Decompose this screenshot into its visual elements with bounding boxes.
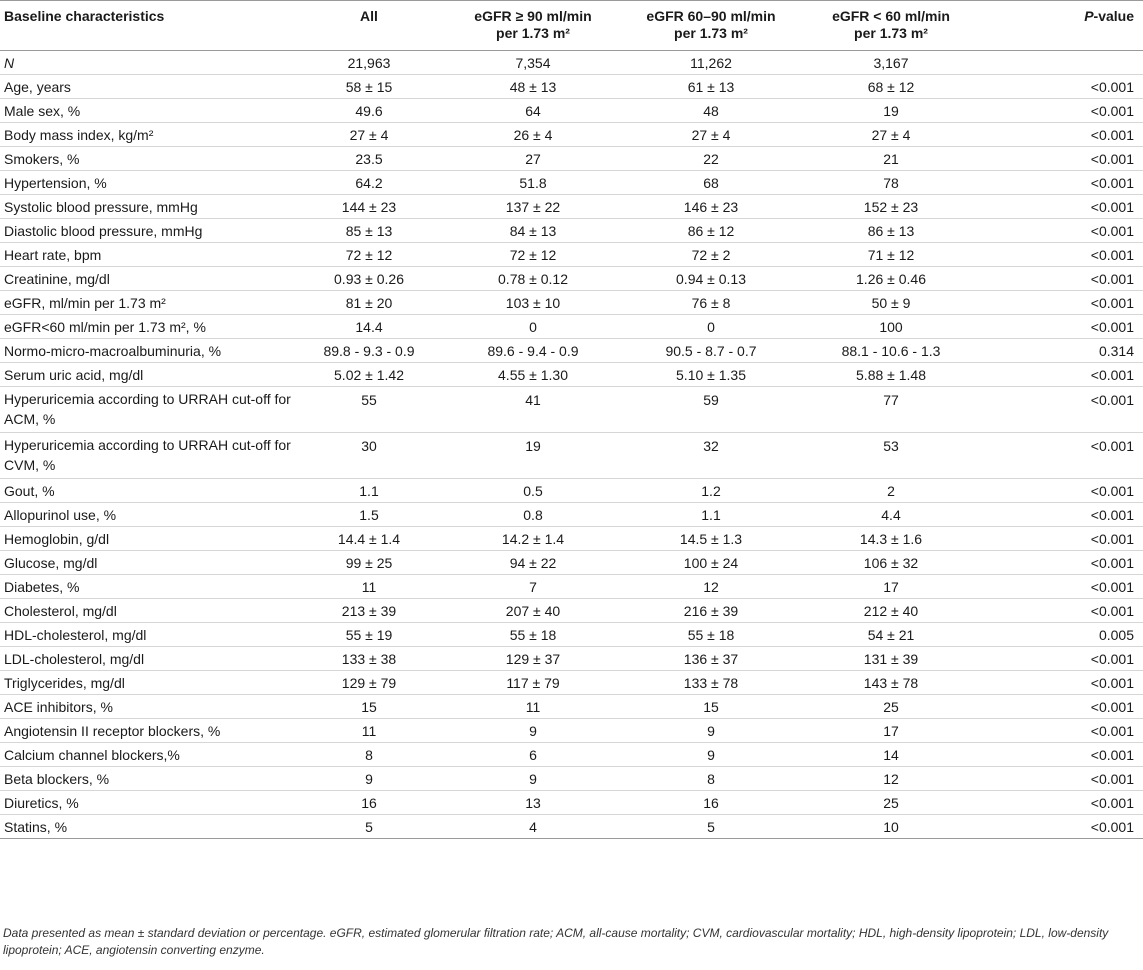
table-row xyxy=(0,243,1143,267)
cell-egfr-lt-60: 100 xyxy=(879,318,903,335)
cell-egfr-ge-90: 27 xyxy=(525,150,541,167)
cell-egfr-lt-60: 12 xyxy=(883,770,899,787)
cell-egfr-lt-60: 50 ± 9 xyxy=(871,294,911,311)
table-row xyxy=(0,339,1143,363)
cell-p-value: <0.001 xyxy=(1090,818,1134,835)
cell-p-value: <0.001 xyxy=(1090,78,1134,95)
cell-egfr-ge-90: 9 xyxy=(529,770,537,787)
header-egfr-ge-90-line2: per 1.73 m² xyxy=(496,25,570,41)
header-egfr-60-90 xyxy=(623,1,799,51)
cell-egfr-lt-60: 53 xyxy=(883,438,899,454)
cell-characteristic: ACE inhibitors, % xyxy=(4,698,113,715)
cell-egfr-ge-90: 117 ± 79 xyxy=(506,674,560,691)
cell-p-value: <0.001 xyxy=(1090,318,1134,335)
cell-egfr-60-90: 136 ± 37 xyxy=(683,650,739,667)
cell-all: 64.2 xyxy=(355,174,383,191)
cell-egfr-ge-90: 55 ± 18 xyxy=(509,626,557,643)
cell-all: 89.8 - 9.3 - 0.9 xyxy=(323,342,415,359)
cell-egfr-ge-90: 7,354 xyxy=(515,54,551,71)
cell-characteristic: Allopurinol use, % xyxy=(4,506,117,523)
table-row xyxy=(0,99,1143,123)
cell-characteristic: Gout, % xyxy=(4,482,55,499)
table-row xyxy=(0,719,1143,743)
cell-egfr-60-90: 12 xyxy=(703,578,719,595)
cell-all: 1.5 xyxy=(359,506,379,523)
cell-egfr-lt-60: 77 xyxy=(883,392,899,408)
header-egfr-lt-60-line1: eGFR < 60 ml/min xyxy=(832,8,950,24)
table-body xyxy=(0,51,1143,839)
cell-egfr-60-90: 55 ± 18 xyxy=(687,626,735,643)
table-row xyxy=(0,671,1143,695)
cell-all: 133 ± 38 xyxy=(341,650,397,667)
table-row xyxy=(0,171,1143,195)
header-egfr-lt-60 xyxy=(799,1,983,51)
cell-all: 49.6 xyxy=(355,102,383,119)
cell-egfr-ge-90: 103 ± 10 xyxy=(505,294,561,311)
cell-egfr-ge-90: 48 ± 13 xyxy=(509,78,557,95)
cell-characteristic: Calcium channel blockers,% xyxy=(4,746,180,763)
cell-egfr-60-90: 72 ± 2 xyxy=(691,246,731,263)
cell-egfr-lt-60: 88.1 - 10.6 - 1.3 xyxy=(841,342,941,359)
cell-characteristic: Serum uric acid, mg/dl xyxy=(4,366,144,383)
table-row xyxy=(0,647,1143,671)
cell-egfr-60-90: 15 xyxy=(703,698,719,715)
cell-egfr-lt-60: 25 xyxy=(883,794,899,811)
table-row xyxy=(0,623,1143,647)
cell-egfr-ge-90: 6 xyxy=(529,746,537,763)
cell-egfr-60-90: 0 xyxy=(707,318,715,335)
cell-p-value: <0.001 xyxy=(1090,602,1134,619)
cell-egfr-lt-60: 68 ± 12 xyxy=(867,78,915,95)
cell-egfr-ge-90: 0.5 xyxy=(523,482,543,499)
cell-egfr-ge-90: 9 xyxy=(529,722,537,739)
cell-egfr-lt-60: 2 xyxy=(887,482,895,499)
cell-egfr-ge-90: 72 ± 12 xyxy=(509,246,557,263)
cell-characteristic: Glucose, mg/dl xyxy=(4,554,98,571)
cell-characteristic: Smokers, % xyxy=(4,150,80,167)
cell-egfr-60-90: 27 ± 4 xyxy=(691,126,731,143)
table-row xyxy=(0,743,1143,767)
cell-egfr-lt-60: 14.3 ± 1.6 xyxy=(859,530,923,547)
cell-p-value: <0.001 xyxy=(1090,222,1134,239)
cell-all: 5.02 ± 1.42 xyxy=(334,366,404,383)
header-egfr-60-90-line1: eGFR 60–90 ml/min xyxy=(646,8,776,24)
cell-all: 27 ± 4 xyxy=(349,126,389,143)
cell-all: 30 xyxy=(361,438,377,454)
cell-p-value: <0.001 xyxy=(1090,506,1134,523)
cell-characteristic: Age, years xyxy=(4,78,71,95)
cell-egfr-lt-60: 17 xyxy=(883,578,899,595)
cell-egfr-ge-90: 4.55 ± 1.30 xyxy=(498,366,568,383)
header-p-rest: -value xyxy=(1093,8,1134,24)
cell-egfr-60-90: 11,262 xyxy=(690,54,732,71)
cell-egfr-lt-60: 3,167 xyxy=(873,54,909,71)
cell-egfr-60-90: 76 ± 8 xyxy=(691,294,731,311)
cell-p-value: <0.001 xyxy=(1090,126,1134,143)
cell-all: 99 ± 25 xyxy=(345,554,393,571)
table-row xyxy=(0,291,1143,315)
cell-p-value: <0.001 xyxy=(1090,174,1134,191)
cell-egfr-lt-60: 131 ± 39 xyxy=(863,650,919,667)
cell-p-value: <0.001 xyxy=(1090,674,1134,691)
cell-egfr-60-90: 32 xyxy=(703,438,719,454)
cell-egfr-lt-60: 25 xyxy=(883,698,899,715)
cell-egfr-60-90: 1.2 xyxy=(701,482,721,499)
cell-egfr-60-90: 90.5 - 8.7 - 0.7 xyxy=(665,342,757,359)
cell-egfr-60-90: 8 xyxy=(707,770,715,787)
cell-characteristic: Statins, % xyxy=(4,818,68,835)
cell-egfr-ge-90: 19 xyxy=(525,438,541,454)
cell-p-value: <0.001 xyxy=(1090,650,1134,667)
cell-all: 15 xyxy=(361,698,377,715)
cell-characteristic: Hemoglobin, g/dl xyxy=(4,530,110,547)
table-footnote: Data presented as mean ± standard deviation or percentage. eGFR, estimated glomerular filtration rate; ACM, all-cause mortality; CVM, cardiovascular mortality; HDL, high-density lipoprotein; LDL, low-density lipoprotein; ACE, angiotensin converting enzyme. xyxy=(3,926,1109,957)
cell-egfr-ge-90: 26 ± 4 xyxy=(513,126,553,143)
cell-p-value xyxy=(983,51,1143,75)
cell-egfr-60-90: 1.1 xyxy=(701,506,721,523)
table-header xyxy=(0,1,1143,51)
header-egfr-lt-60-line2: per 1.73 m² xyxy=(854,25,928,41)
cell-all: 144 ± 23 xyxy=(341,198,397,215)
cell-egfr-60-90: 216 ± 39 xyxy=(683,602,739,619)
cell-egfr-ge-90: 4 xyxy=(529,818,537,835)
cell-all: 213 ± 39 xyxy=(341,602,397,619)
cell-all: 14.4 xyxy=(355,318,383,335)
cell-characteristic: Body mass index, kg/m² xyxy=(4,126,154,143)
cell-characteristic: Hypertension, % xyxy=(4,174,107,191)
cell-characteristic: Triglycerides, mg/dl xyxy=(4,674,125,691)
cell-p-value: <0.001 xyxy=(1090,392,1134,408)
cell-characteristic: Hyperuricemia according to URRAH cut-off for CVM, % xyxy=(4,437,291,473)
cell-p-value: 0.005 xyxy=(1098,626,1134,643)
cell-egfr-lt-60: 19 xyxy=(883,102,899,119)
cell-p-value: <0.001 xyxy=(1090,698,1134,715)
cell-p-value: <0.001 xyxy=(1090,102,1134,119)
cell-all: 72 ± 12 xyxy=(345,246,393,263)
cell-all: 11 xyxy=(361,578,377,595)
cell-all: 0.93 ± 0.26 xyxy=(334,270,404,287)
cell-characteristic: Angiotensin II receptor blockers, % xyxy=(4,722,221,739)
cell-p-value: <0.001 xyxy=(1090,482,1134,499)
cell-characteristic: HDL-cholesterol, mg/dl xyxy=(4,626,147,643)
table-row xyxy=(0,363,1143,387)
cell-egfr-ge-90: 64 xyxy=(525,102,541,119)
table-row xyxy=(0,315,1143,339)
cell-egfr-lt-60: 14 xyxy=(883,746,899,763)
cell-egfr-lt-60: 212 ± 40 xyxy=(863,602,919,619)
cell-p-value: <0.001 xyxy=(1090,722,1134,739)
table-row xyxy=(0,599,1143,623)
cell-all: 5 xyxy=(365,818,373,835)
cell-p-value: <0.001 xyxy=(1090,270,1134,287)
table-row xyxy=(0,527,1143,551)
header-baseline-characteristics: Baseline characteristics xyxy=(4,8,165,24)
table-row xyxy=(0,123,1143,147)
cell-p-value: <0.001 xyxy=(1090,578,1134,595)
cell-egfr-60-90: 59 xyxy=(703,392,719,408)
cell-egfr-lt-60: 143 ± 78 xyxy=(863,674,919,691)
cell-all: 85 ± 13 xyxy=(345,222,393,239)
cell-egfr-lt-60: 4.4 xyxy=(881,506,901,523)
cell-characteristic: Heart rate, bpm xyxy=(4,246,102,263)
header-all: All xyxy=(360,8,378,24)
header-egfr-ge-90-line1: eGFR ≥ 90 ml/min xyxy=(474,8,592,24)
table-row xyxy=(0,815,1143,839)
table-row xyxy=(0,791,1143,815)
cell-characteristic: Diuretics, % xyxy=(4,794,79,811)
cell-egfr-lt-60: 86 ± 13 xyxy=(867,222,915,239)
header-egfr-ge-90 xyxy=(443,1,623,51)
table-row xyxy=(0,75,1143,99)
cell-p-value: <0.001 xyxy=(1090,150,1134,167)
cell-egfr-60-90: 146 ± 23 xyxy=(683,198,739,215)
cell-egfr-60-90: 61 ± 13 xyxy=(687,78,735,95)
cell-egfr-60-90: 14.5 ± 1.3 xyxy=(679,530,743,547)
cell-egfr-lt-60: 10 xyxy=(883,818,899,835)
cell-all: 1.1 xyxy=(359,482,379,499)
cell-egfr-lt-60: 5.88 ± 1.48 xyxy=(856,366,926,383)
cell-p-value: <0.001 xyxy=(1090,530,1134,547)
cell-egfr-ge-90: 51.8 xyxy=(519,174,547,191)
header-row xyxy=(0,1,1143,51)
cell-egfr-lt-60: 152 ± 23 xyxy=(863,198,919,215)
cell-p-value: <0.001 xyxy=(1090,554,1134,571)
cell-egfr-lt-60: 54 ± 21 xyxy=(867,626,915,643)
table-row xyxy=(0,219,1143,243)
cell-all: 81 ± 20 xyxy=(345,294,393,311)
cell-egfr-ge-90: 89.6 - 9.4 - 0.9 xyxy=(487,342,579,359)
cell-egfr-ge-90: 14.2 ± 1.4 xyxy=(501,530,565,547)
table-row xyxy=(0,695,1143,719)
cell-all: 58 ± 15 xyxy=(345,78,393,95)
cell-p-value: <0.001 xyxy=(1090,198,1134,215)
cell-egfr-ge-90: 0 xyxy=(529,318,537,335)
cell-egfr-60-90: 5 xyxy=(707,818,715,835)
cell-characteristic: Normo-micro-macroalbuminuria, % xyxy=(4,342,222,359)
cell-egfr-lt-60: 21 xyxy=(883,150,899,167)
cell-egfr-ge-90: 94 ± 22 xyxy=(509,554,557,571)
table-row xyxy=(0,479,1143,503)
cell-egfr-ge-90: 0.8 xyxy=(523,506,543,523)
table-row xyxy=(0,195,1143,219)
cell-egfr-lt-60: 27 ± 4 xyxy=(871,126,911,143)
cell-characteristic: LDL-cholesterol, mg/dl xyxy=(4,650,145,667)
header-p-value xyxy=(983,1,1143,51)
cell-characteristic: Creatinine, mg/dl xyxy=(4,270,110,287)
cell-p-value: <0.001 xyxy=(1090,770,1134,787)
cell-egfr-60-90: 5.10 ± 1.35 xyxy=(676,366,746,383)
table-row xyxy=(0,267,1143,291)
cell-egfr-ge-90: 129 ± 37 xyxy=(505,650,561,667)
cell-p-value: <0.001 xyxy=(1090,294,1134,311)
cell-all: 129 ± 79 xyxy=(341,674,397,691)
cell-all: 21,963 xyxy=(347,54,391,71)
cell-characteristic: Systolic blood pressure, mmHg xyxy=(4,198,198,215)
cell-egfr-60-90: 100 ± 24 xyxy=(683,554,739,571)
cell-egfr-60-90: 9 xyxy=(707,722,715,739)
table-row xyxy=(0,147,1143,171)
table-row xyxy=(0,503,1143,527)
cell-characteristic: eGFR<60 ml/min per 1.73 m², % xyxy=(4,318,206,335)
table-row xyxy=(0,575,1143,599)
cell-egfr-60-90: 133 ± 78 xyxy=(683,674,739,691)
cell-egfr-ge-90: 11 xyxy=(525,698,541,715)
table-row xyxy=(0,51,1143,75)
cell-egfr-60-90: 16 xyxy=(703,794,719,811)
cell-p-value: 0.314 xyxy=(1098,342,1134,359)
table-row xyxy=(0,433,1143,479)
table-row xyxy=(0,387,1143,433)
header-egfr-60-90-line2: per 1.73 m² xyxy=(674,25,748,41)
cell-egfr-60-90: 48 xyxy=(703,102,719,119)
cell-characteristic: Cholesterol, mg/dl xyxy=(4,602,117,619)
header-p-italic: P xyxy=(1084,8,1094,24)
cell-egfr-lt-60: 71 ± 12 xyxy=(867,246,915,263)
cell-egfr-60-90: 9 xyxy=(707,746,715,763)
cell-all: 55 ± 19 xyxy=(345,626,393,643)
cell-characteristic: Beta blockers, % xyxy=(4,770,110,787)
cell-p-value: <0.001 xyxy=(1090,246,1134,263)
cell-characteristic: Hyperuricemia according to URRAH cut-off for ACM, % xyxy=(4,391,291,427)
cell-characteristic: Male sex, % xyxy=(4,102,81,119)
cell-characteristic: Diastolic blood pressure, mmHg xyxy=(4,222,203,239)
cell-p-value: <0.001 xyxy=(1090,438,1134,454)
cell-egfr-ge-90: 7 xyxy=(529,578,537,595)
cell-p-value: <0.001 xyxy=(1090,366,1134,383)
cell-p-value: <0.001 xyxy=(1090,746,1134,763)
cell-all: 8 xyxy=(365,746,373,763)
cell-egfr-lt-60: 1.26 ± 0.46 xyxy=(856,270,926,287)
cell-egfr-ge-90: 41 xyxy=(525,392,541,408)
cell-egfr-60-90: 0.94 ± 0.13 xyxy=(676,270,746,287)
cell-all: 55 xyxy=(361,392,377,408)
cell-characteristic: N xyxy=(4,54,15,71)
table-row xyxy=(0,551,1143,575)
cell-egfr-60-90: 86 ± 12 xyxy=(687,222,735,239)
cell-egfr-60-90: 68 xyxy=(703,174,719,191)
cell-egfr-lt-60: 106 ± 32 xyxy=(863,554,919,571)
cell-p-value: <0.001 xyxy=(1090,794,1134,811)
cell-all: 14.4 ± 1.4 xyxy=(337,530,401,547)
table-row xyxy=(0,767,1143,791)
cell-egfr-ge-90: 13 xyxy=(525,794,541,811)
cell-characteristic: eGFR, ml/min per 1.73 m² xyxy=(4,294,166,311)
cell-egfr-lt-60: 78 xyxy=(883,174,899,191)
cell-egfr-ge-90: 0.78 ± 0.12 xyxy=(498,270,568,287)
cell-characteristic: Diabetes, % xyxy=(4,578,80,595)
cell-all: 16 xyxy=(361,794,377,811)
cell-all: 11 xyxy=(361,722,377,739)
cell-egfr-ge-90: 137 ± 22 xyxy=(505,198,561,215)
cell-all: 9 xyxy=(365,770,373,787)
cell-egfr-ge-90: 84 ± 13 xyxy=(509,222,557,239)
cell-egfr-60-90: 22 xyxy=(703,150,719,167)
cell-egfr-lt-60: 17 xyxy=(883,722,899,739)
cell-all: 23.5 xyxy=(355,150,383,167)
cell-egfr-ge-90: 207 ± 40 xyxy=(505,602,561,619)
